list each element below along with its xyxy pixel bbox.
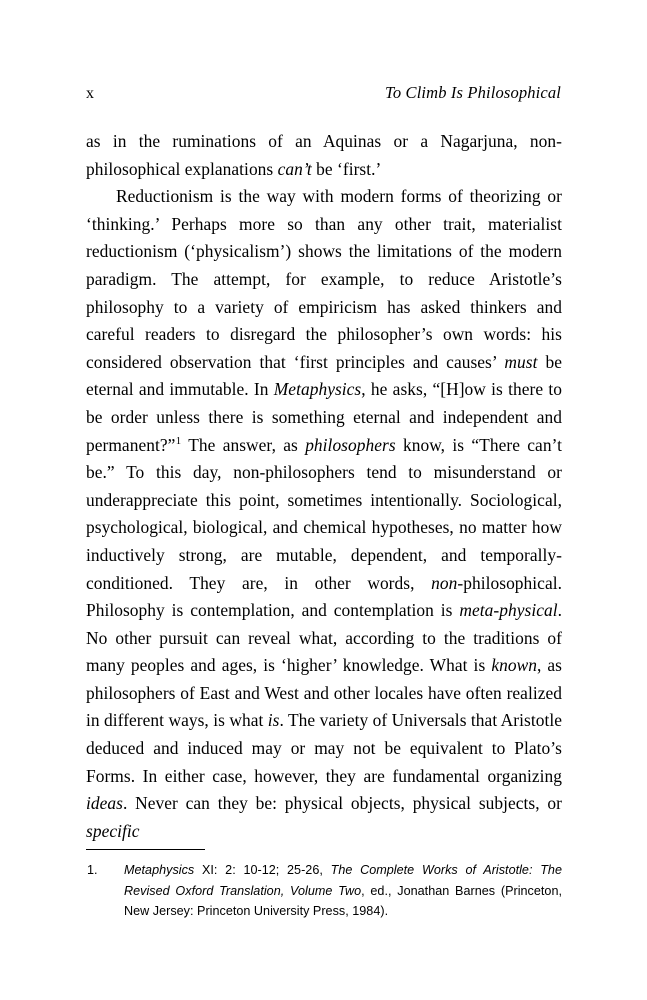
footnote-reference-marker[interactable]: 1: [175, 434, 182, 447]
italic-run: Metaphysics: [124, 863, 195, 877]
roman-run: . Never can they be: physical objects, physical subjects, or: [122, 793, 562, 814]
roman-run: be ‘first.’: [311, 158, 382, 179]
footnote-text: [124, 863, 562, 918]
italic-run: must: [504, 351, 538, 372]
roman-run: The answer, as: [181, 434, 306, 455]
italic-run: meta-physical: [459, 600, 558, 621]
italic-run: known: [491, 655, 537, 676]
roman-run: Reductionism is the way with modern forms of theorizing or ‘thinking.’ Perhaps more so than any other trait, materialist reductionism (‘physicalism’) shows the limitations of the modern paradigm. The attempt, for example, to reduce Aristotle’s philosophy to a variety of empiricism has asked thinkers and careful readers to disregard the philosopher’s own words: his considered observation that ‘first principles and causes’: [86, 186, 562, 372]
roman-run: , he asks, “[H]ow is there to be order unless there is something eternal and independent and permanent?”: [86, 379, 562, 455]
roman-run: . No other pursuit can reveal what, according to the traditions of many peoples and ages, is ‘higher’ knowledge. What is: [86, 600, 562, 676]
body-text-block: [86, 128, 562, 845]
roman-run: XI: 2: 10-12; 25-26,: [194, 863, 331, 877]
running-head-title: To Climb Is Philosophical: [385, 83, 561, 102]
roman-run: as in the ruminations of an Aquinas or a Nagarjuna, non-philosophical explanations: [86, 131, 562, 179]
italic-run: The Complete Works of Aristotle: The Revised Oxford Translation, Volume Two: [124, 863, 562, 898]
roman-run: -philosophical. Philosophy is contemplation, and contemplation is: [86, 572, 562, 621]
roman-run: . The variety of Universals that Aristotle deduced and induced may or may not be equivalent to Plato’s Forms. In either case, however, they are fundamental organizing: [86, 710, 562, 786]
italic-run: specific: [86, 820, 140, 841]
footnote-number: 1.: [87, 863, 98, 877]
running-header: [86, 82, 561, 104]
footnote-item: [86, 860, 562, 922]
italic-run: can’t: [277, 158, 312, 179]
body-paragraph: [86, 183, 562, 845]
roman-run: , ed., Jonathan Barnes (Princeton, New Jersey: Princeton University Press, 1984).: [124, 883, 562, 918]
roman-run: know, is “There can’t be.” To this day, non-philosophers tend to misunderstand or underappreciate this point, sometimes intentionally. Sociological, psychological, biological, and chemical hypotheses, no matter how inductively strong, are mutable, dependent, and temporally-conditioned. They are, in other words,: [86, 434, 562, 593]
italic-run: non: [431, 572, 458, 593]
footnote-section: [86, 860, 562, 922]
roman-run: , as philosophers of East and West and other locales have often realized in different ways, is what: [86, 655, 562, 731]
page-folio: x: [86, 85, 95, 102]
body-paragraph: [86, 128, 562, 183]
footnote-separator-rule: [86, 849, 205, 850]
italic-run: Metaphysics: [273, 379, 362, 400]
roman-run: be eternal and immutable. In: [86, 351, 562, 400]
italic-run: philosophers: [305, 434, 396, 455]
italic-run: ideas: [86, 793, 123, 814]
italic-run: is: [267, 710, 280, 731]
